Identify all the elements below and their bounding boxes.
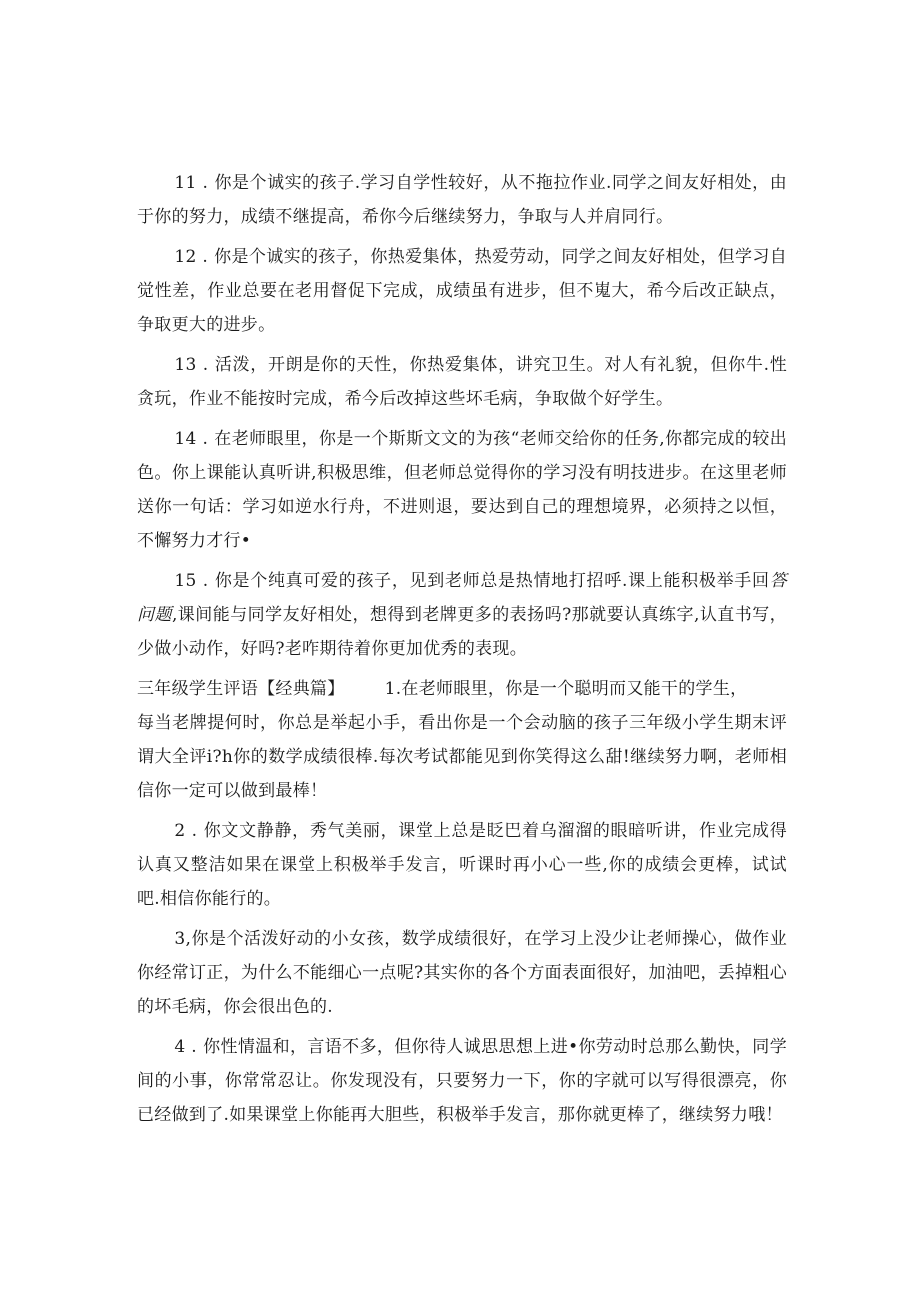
- comment-paragraph-12: [137, 240, 787, 342]
- paragraph-number: 13 .: [174, 355, 209, 375]
- paragraph-text: 你是个活泼好动的小女孩，数学成绩很好，在学习上没少让老师操心，做作业你经常订正，为什么不能细心一点呢?其实你的各个方面表面很好，加油吧，丢掉粗心的坏毛病，你会很出色的.: [137, 929, 787, 1017]
- comment-paragraph-13: [137, 348, 787, 416]
- paragraph-text: 活泼，开朗是你的天性，你热爱集体，讲究卫生。对人有礼貌，但你牛.性贪玩，作业不能按时完成，希今后改掉这些坏毛病，争取做个好学生。: [137, 355, 787, 409]
- paragraph-text: 你是个诚实的孩子.学习自学性较好，从不拖拉作业.同学之间友好相处，由于你的努力，成绩不继提高，希你今后继续努力，争取与人并肩同行。: [137, 173, 787, 227]
- section-first-item: 1.在老师眼里，你是一个聪明而又能干的学生，: [384, 679, 748, 699]
- comment-paragraph-14: [137, 422, 787, 558]
- paragraph-number: 2 .: [174, 821, 198, 841]
- paragraph-number: 11 .: [174, 173, 209, 193]
- paragraph-number: 15 .: [174, 571, 209, 591]
- comment-paragraph-3: [137, 922, 787, 1024]
- paragraph-text: 你是个诚实的孩子，你热爱集体，热爱劳动，同学之间友好相处，但学习自觉性差，作业总要在老用督促下完成，成绩虽有进步，但不嵬大，希今后改正缺点，争取更大的进步。: [137, 247, 787, 335]
- comment-paragraph-15: [137, 564, 787, 666]
- document-body: [137, 166, 787, 1138]
- comment-paragraph-11: [137, 166, 787, 234]
- paragraph-text: 你是个纯真可爱的孩子，见到老师总是热情地打招呼.课上能积极举手回: [214, 571, 770, 591]
- comment-paragraph-4: [137, 1030, 787, 1132]
- paragraph-number: 4 .: [174, 1037, 197, 1057]
- paragraph-text: 在老师眼里，你是一个斯斯文文的为孩“老师交给你的任务,你都完成的较出色。你上课能认真听讲,积极思维，但老师总觉得你的学习没有明技进步。在这里老师送你一句话：学习如逆水行舟，不进则退，要达到自己的理想境界，必须持之以恒，不懈努力才行•: [137, 429, 788, 551]
- section-heading-line: [137, 672, 787, 706]
- paragraph-number: 14 .: [174, 429, 209, 449]
- paragraph-text: 你性情温和，言语不多，但你待人诚思思想上进•你劳动时总那么勤快，同学间的小事，你常常忍让。你发现没有，只要努力一下，你的字就可以写得很漂亮，你已经做到了.如果课堂上你能再大胆些，积极举手发言，那你就更棒了，继续努力哦！: [137, 1037, 787, 1125]
- comment-paragraph-2: [137, 814, 787, 916]
- paragraph-text: ,课间能与同学友好相处，想得到老牌更多的表扬吗?那就要认真练字,认直书写，少做小动作，好吗?老咋期待着你更加优秀的表现。: [137, 605, 787, 659]
- paragraph-number: 12 .: [174, 247, 209, 267]
- paragraph-text: 你文文静静，秀气美丽，课堂上总是眨巴着乌溜溜的眼暗听讲，作业完成得认真又整洁如果在课堂上积极举手发言，听课时再小心一些,你的成绩会更棒，试试吧.相信你能行的。: [137, 821, 787, 909]
- section-continuation: 每当老牌提何时，你总是举起小手，看出你是一个会动脑的孩子三年级小学生期末评谓大全评i?h你的数学成绩很棒.每次考试都能见到你笑得这么甜!继续努力啊，老师相信你一定可以做到最棒！: [137, 713, 787, 801]
- section-title: 三年级学生评语【经典篇】: [137, 679, 345, 699]
- paragraph-italic-text: 答问题: [137, 571, 787, 625]
- paragraph-number: 3,: [174, 929, 192, 949]
